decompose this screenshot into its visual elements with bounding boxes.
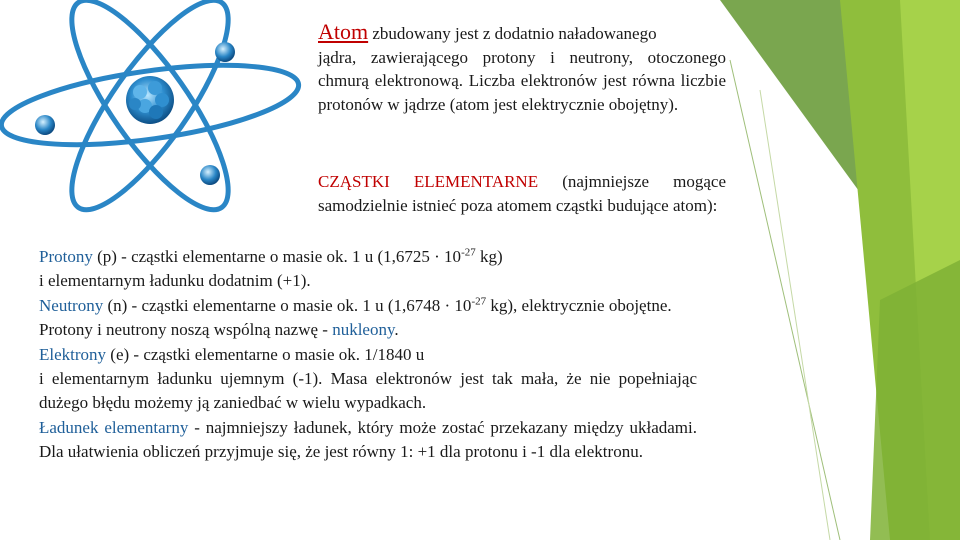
particles-paragraph [318,170,726,218]
protons-term: Protony [39,247,93,266]
electrons-line: Elektrony (e) - cząstki elementarne o masie ok. 1/1840 u [39,344,425,364]
intro-rest: jądra, zawierającego protony i neutrony, otoczonego chmurą elektronową. Liczba elektronów jest równa liczbie protonów w jądrze (atom jest elektrycznie obojętny). [318,47,726,114]
neutrons-line: Neutrony (n) - cząstki elementarne o masie ok. 1 u ($1,6748 \cdot 10^{-27}$ kg), elektrycznie obojętne. [39,295,672,315]
neutrons-exponent: -27 [471,295,487,308]
protons-line2: i elementarnym ładunku dodatnim (+1). [39,271,311,291]
protons-exponent: -27 [461,246,476,259]
protons-line: Protony (p) - cząstki elementarne o masie ok. 1 u ($1,6725 \cdot 10^{-27}$ kg) [39,246,503,266]
particles-heading: CZĄSTKI ELEMENTARNE [318,172,539,191]
electrons-line2: i elementarnym ładunku ujemnym (-1). Masa elektronów jest tak mała, że nie popełniając dużego błędu możemy ją zaniedbać w wielu wypadkach. [39,369,697,413]
atom-heading: Atom [318,19,369,44]
electron-1 [35,115,55,135]
green-panel-bottom [870,260,960,540]
intro-line1: zbudowany jest z dodatnio naładowanego [368,24,657,43]
electron-2 [215,42,235,62]
intro-paragraph [318,20,726,116]
nucleons-line: Protony i neutrony noszą wspólną nazwę - nukleony. [39,320,399,340]
charge-line: Ładunek elementarny - najmniejszy ładunek, który może zostać przekazany między układami. Dla ułatwienia obliczeń przyjmuje się, że jest równy 1: +1 dla protonu i -1 dla elektronu. [39,417,697,462]
electrons-term: Elektrony [39,344,107,364]
decor-line-2 [760,90,830,540]
nucleons-term: nukleony [332,320,395,340]
electron-3 [200,165,220,185]
body-text [39,245,697,465]
nucleus [126,76,174,124]
particles-text: (najmniejsze mogące samodzielnie istnieć poza atomem cząstki budujące atom): [318,172,726,215]
charge-term: Ładunek elementarny [39,417,189,437]
neutrons-term: Neutrony [39,295,104,315]
atom-icon [0,0,310,240]
